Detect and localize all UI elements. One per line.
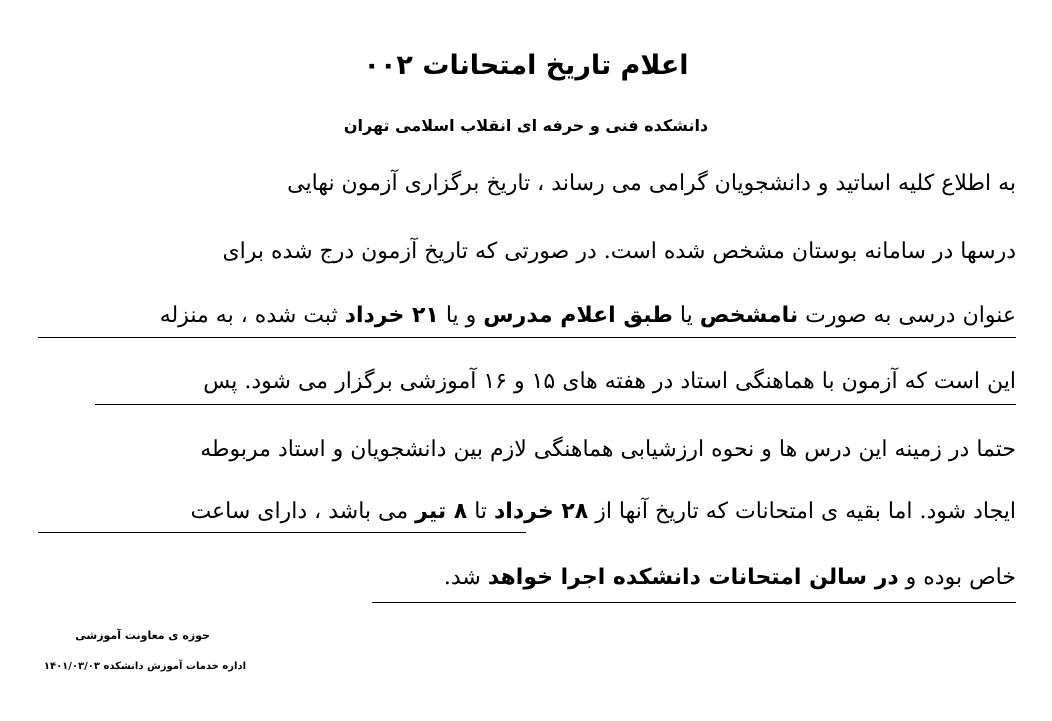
body-line-1: به اطلاع کلیه اساتید و دانشجویان گرامی می رساند ، تاریخ برگزاری آزمون نهایی [287, 171, 1016, 196]
highlight-date-21-khordad: ۲۱ خرداد [344, 303, 439, 328]
footer-signature [38, 659, 246, 675]
footer-date: ۱۴۰۱/۰۳/۰۳ [43, 661, 101, 672]
body-line-3: عنوان درسی به صورت نامشخص یا طبق اعلام مدرس و یا ۲۱ خرداد ثبت شده ، به منزله [159, 303, 1016, 328]
highlight-exam-hall: در سالن امتحانات دانشکده اجرا خواهد [487, 565, 899, 590]
highlight-date-8-tir: ۸ تیر [415, 499, 468, 524]
footer-department: اداره خدمات آموزش دانشکده [103, 661, 246, 672]
body-line-5: حتما در زمینه این درس ها و نحوه ارزشیابی هماهنگی لازم بین دانشجویان و استاد مربوطه [200, 437, 1016, 462]
highlight-unspecified: نامشخص [699, 303, 799, 328]
highlight-per-instructor: طبق اعلام مدرس [483, 303, 673, 328]
body-line-7: خاص بوده و در سالن امتحانات دانشکده اجرا خواهد شد. [443, 565, 1016, 590]
footer-office: حوزه ی معاونت آموزشی [75, 629, 210, 642]
underline-rule [38, 532, 526, 533]
body-line-2: درسها در سامانه بوستان مشخص شده است. در صورتی که تاریخ آزمون درج شده برای [222, 239, 1016, 264]
highlight-date-28-khordad: ۲۸ خرداد [494, 499, 589, 524]
body-line-6: ایجاد شود. اما بقیه ی امتحانات که تاریخ آنها از ۲۸ خرداد تا ۸ تیر می باشد ، دارای ساعت [190, 499, 1016, 524]
underline-rule [38, 337, 1016, 338]
page-subtitle: دانشکده فنی و حرفه ای انقلاب اسلامی تهران [343, 116, 709, 135]
underline-rule [372, 602, 1016, 603]
underline-rule [95, 404, 1016, 405]
page-title: اعلام تاریخ امتحانات ۰۰۲ [363, 50, 689, 81]
body-line-4: این است که آزمون با هماهنگی استاد در هفته های ۱۵ و ۱۶ آموزشی برگزار می شود. پس [203, 369, 1016, 394]
